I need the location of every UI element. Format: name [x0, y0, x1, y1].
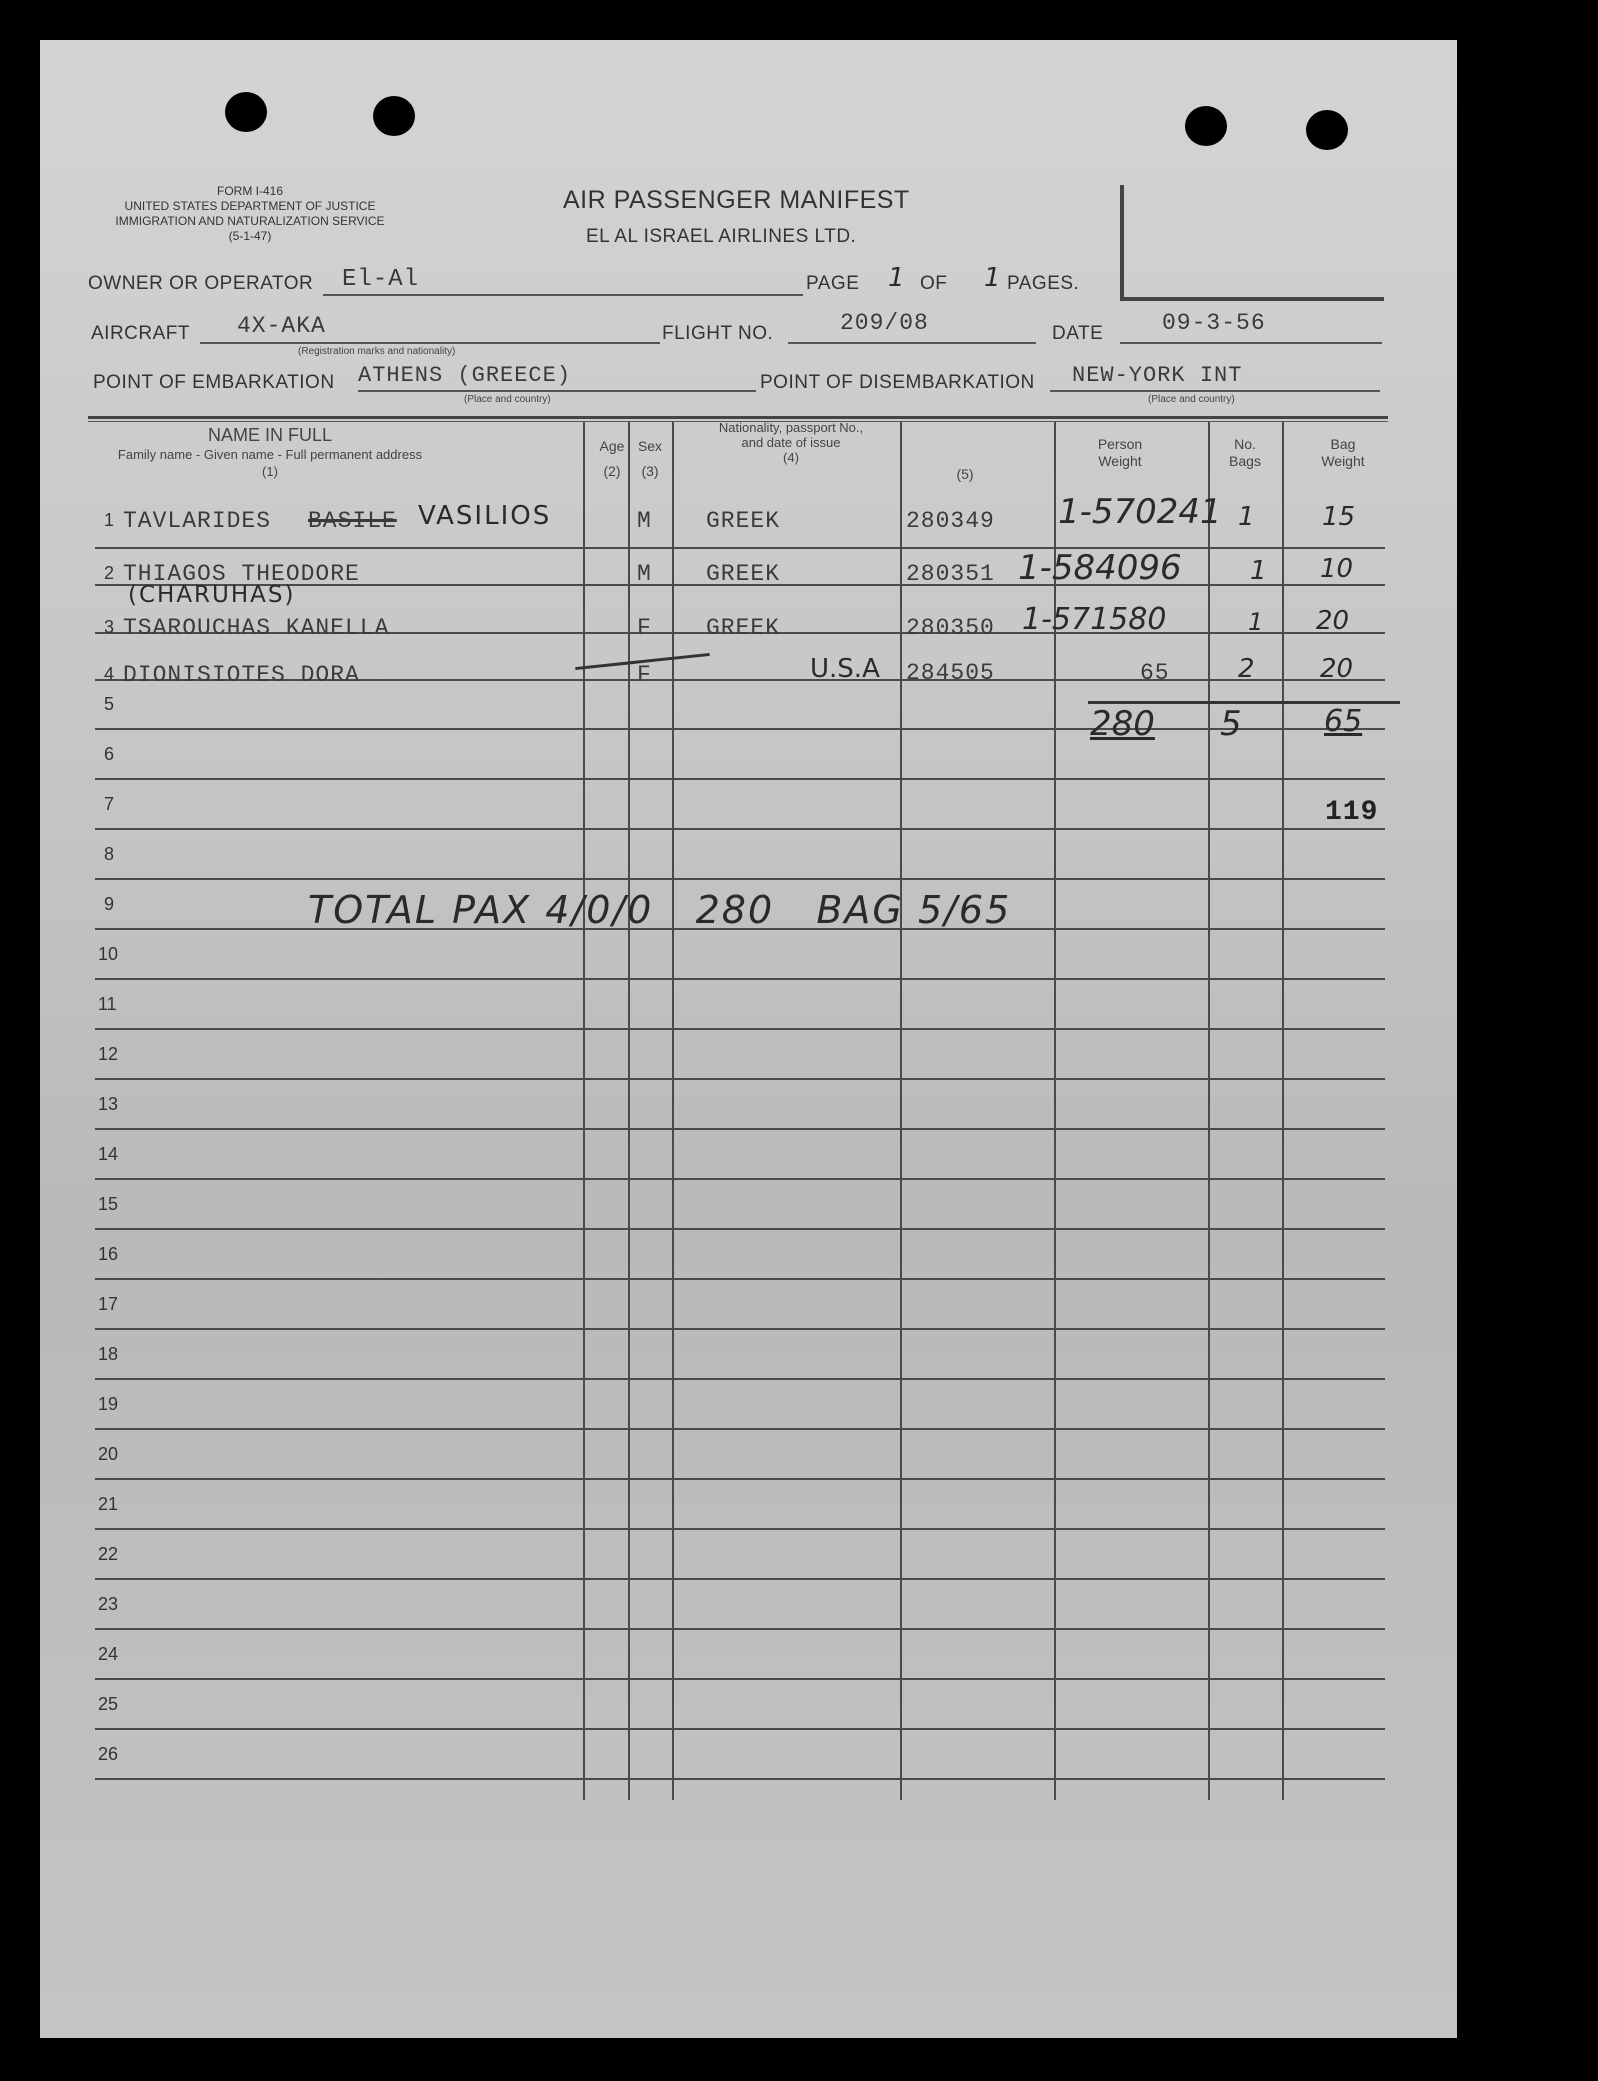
passenger-bag-weight: 20 [1320, 654, 1354, 684]
passenger-weight: 65 [1140, 660, 1170, 686]
col-person-weight-header [1065, 436, 1175, 470]
passenger-doc: 284505 [906, 660, 995, 686]
passenger-sex: M [637, 561, 652, 587]
flight-value: 209/08 [840, 310, 929, 336]
row-divider [95, 1228, 1385, 1230]
col-5-num: (5) [956, 466, 974, 482]
col-person-weight-title: Person Weight [1097, 436, 1143, 469]
passenger-doc: 280350 [906, 615, 995, 641]
row-divider [95, 1328, 1385, 1330]
passenger-bags: 1 [1248, 608, 1264, 636]
row-divider [95, 828, 1385, 830]
flight-underline [788, 342, 1036, 344]
column-divider [1282, 422, 1284, 1800]
embarkation-underline [358, 390, 756, 392]
row-number: 21 [98, 1494, 119, 1514]
row-divider [95, 1128, 1385, 1130]
department: UNITED STATES DEPARTMENT OF JUSTICE [124, 199, 376, 213]
owner-underline [323, 294, 803, 296]
aircraft-value: 4X-AKA [237, 313, 326, 339]
row-divider [95, 1578, 1385, 1580]
column-divider [900, 422, 902, 1800]
handwritten-given-name: VASILIOS [418, 501, 552, 531]
row-number: 1 [104, 510, 115, 530]
date-underline [1120, 342, 1382, 344]
page-title: AIR PASSENGER MANIFEST [563, 186, 910, 214]
col-name-num: (1) [262, 464, 278, 479]
flight-label: FLIGHT NO. [662, 323, 774, 344]
passenger-name: TAVLARIDES [123, 508, 272, 534]
column-divider [672, 422, 674, 1800]
handwritten-doc-number: 1-570241 [1058, 492, 1222, 532]
total-bags: 5 [1220, 704, 1242, 744]
punch-hole [1185, 106, 1227, 146]
passenger-name: TSAROUCHAS KANELLA [123, 615, 390, 641]
row-divider [95, 1378, 1385, 1380]
row-number: 23 [98, 1594, 119, 1614]
column-divider [1208, 422, 1210, 1800]
col-sex-title: Sex [637, 438, 663, 454]
row-number: 20 [98, 1444, 119, 1464]
form-block [70, 184, 430, 244]
service: IMMIGRATION AND NATURALIZATION SERVICE [115, 214, 385, 228]
row-number: 24 [98, 1644, 119, 1664]
passenger-sex: F [637, 662, 652, 688]
embarkation-note: (Place and country) [464, 394, 551, 405]
col-bags-title: No. Bags [1229, 436, 1261, 469]
passenger-bag-weight: 10 [1320, 554, 1354, 584]
row-divider [95, 1478, 1385, 1480]
col-sex-header [632, 438, 668, 480]
punch-hole [1306, 110, 1348, 150]
aircraft-note: (Registration marks and nationality) [298, 346, 456, 357]
row-number: 6 [104, 744, 115, 764]
passenger-nationality: GREEK [706, 508, 781, 534]
disembarkation-value: NEW-YORK INT [1072, 363, 1243, 388]
aircraft-underline [200, 342, 660, 344]
col-name-sub: Family name - Given name - Full permanent address [117, 447, 423, 462]
col-name-header [95, 424, 445, 480]
page-label: PAGE [806, 273, 860, 294]
page-total: 1 [984, 263, 1001, 293]
row-divider [95, 547, 1385, 549]
row-divider [95, 1428, 1385, 1430]
row-number: 13 [98, 1094, 119, 1114]
passenger-sex: M [637, 508, 652, 534]
disembarkation-label: POINT OF DISEMBARKATION [760, 372, 1035, 393]
col-sex-num: (3) [641, 463, 659, 479]
passenger-bags: 2 [1238, 654, 1255, 684]
header-rule [88, 416, 1388, 419]
row-number: 12 [98, 1044, 119, 1064]
col-bag-weight-header [1308, 436, 1378, 470]
handwritten-doc-number: 1-571580 [1022, 602, 1167, 637]
passenger-nationality: GREEK [706, 615, 781, 641]
date-label: DATE [1052, 323, 1104, 344]
col-nationality-title: Nationality, passport No., and date of issue [718, 420, 864, 450]
row-number: 7 [104, 794, 115, 814]
row-divider [95, 728, 1385, 730]
col-nationality-header [710, 420, 872, 465]
total-weight: 280 [1090, 704, 1155, 744]
disembarkation-underline [1050, 390, 1380, 392]
row-number: 15 [98, 1194, 119, 1214]
passenger-bag-weight: 20 [1316, 606, 1350, 636]
row-divider [95, 1628, 1385, 1630]
row-number: 2 [104, 563, 115, 583]
owner-value: El-Al [342, 266, 420, 293]
punch-hole [373, 96, 415, 136]
col-nationality-num: (4) [783, 450, 799, 465]
row-number: 22 [98, 1544, 119, 1564]
col-bags-header [1215, 436, 1275, 470]
row-number: 14 [98, 1144, 119, 1164]
row-divider [95, 1078, 1385, 1080]
struck-given-name: BASILE [308, 508, 397, 534]
row-divider [95, 1278, 1385, 1280]
stamp-box [1120, 185, 1384, 301]
passenger-sex: F [637, 615, 652, 641]
disembarkation-note: (Place and country) [1148, 394, 1235, 405]
row-divider [95, 1028, 1385, 1030]
handwritten-alias: (CHARUHAS) [128, 582, 296, 608]
manifest-page [40, 40, 1457, 2038]
passenger-name: THIAGOS THEODORE [123, 561, 360, 587]
row-number: 3 [104, 617, 115, 637]
form-number: FORM I-416 [216, 184, 283, 198]
passenger-doc: 280351 [906, 561, 995, 587]
col-age-num: (2) [603, 463, 621, 479]
row-number: 5 [104, 694, 115, 714]
row-divider [95, 1178, 1385, 1180]
embarkation-value: ATHENS (GREECE) [358, 363, 572, 388]
date-value: 09-3-56 [1162, 310, 1266, 336]
owner-label: OWNER OR OPERATOR [88, 273, 314, 294]
stamped-number: 119 [1325, 797, 1379, 828]
aircraft-label: AIRCRAFT [91, 323, 190, 344]
embarkation-label: POINT OF EMBARKATION [93, 372, 335, 393]
col-5-header [940, 466, 990, 483]
row-divider [95, 878, 1385, 880]
handwritten-doc-number: 1-584096 [1018, 548, 1182, 588]
passenger-nationality: U.S.A [810, 654, 880, 684]
column-divider [628, 422, 630, 1800]
row-divider [95, 778, 1385, 780]
row-number: 16 [98, 1244, 119, 1264]
pages-label: PAGES. [1007, 273, 1080, 294]
passenger-doc: 280349 [906, 508, 995, 534]
row-number: 26 [98, 1744, 119, 1764]
page-of-label: OF [920, 273, 948, 294]
col-name-title: NAME IN FULL [207, 425, 333, 445]
total-passengers-line: TOTAL PAX 4/0/0 280 BAG 5/65 [308, 888, 1012, 932]
row-divider [95, 1678, 1385, 1680]
col-age-title: Age [599, 438, 625, 454]
passenger-name: DIONISIOTES DORA [123, 662, 360, 688]
row-divider [95, 1728, 1385, 1730]
passenger-bags: 1 [1238, 502, 1255, 532]
row-divider [95, 978, 1385, 980]
row-number: 4 [104, 664, 115, 684]
row-number: 10 [98, 944, 119, 964]
row-number: 19 [98, 1394, 119, 1414]
total-bag-weight: 65 [1324, 704, 1363, 739]
row-number: 11 [98, 994, 117, 1014]
col-age-header [594, 438, 630, 480]
edition: (5-1-47) [228, 229, 272, 243]
punch-hole [225, 92, 267, 132]
row-number: 9 [104, 894, 115, 914]
column-divider [583, 422, 585, 1800]
passenger-nationality: GREEK [706, 561, 781, 587]
row-number: 25 [98, 1694, 119, 1714]
airline-name: EL AL ISRAEL AIRLINES LTD. [586, 226, 857, 247]
row-number: 18 [98, 1344, 119, 1364]
passenger-bag-weight: 15 [1322, 502, 1356, 532]
row-number: 8 [104, 844, 115, 864]
row-divider [95, 1528, 1385, 1530]
page-number: 1 [888, 263, 905, 293]
row-divider [95, 1778, 1385, 1780]
row-number: 17 [98, 1294, 119, 1314]
col-bag-weight-title: Bag Weight [1321, 436, 1365, 469]
passenger-bags: 1 [1250, 556, 1267, 586]
